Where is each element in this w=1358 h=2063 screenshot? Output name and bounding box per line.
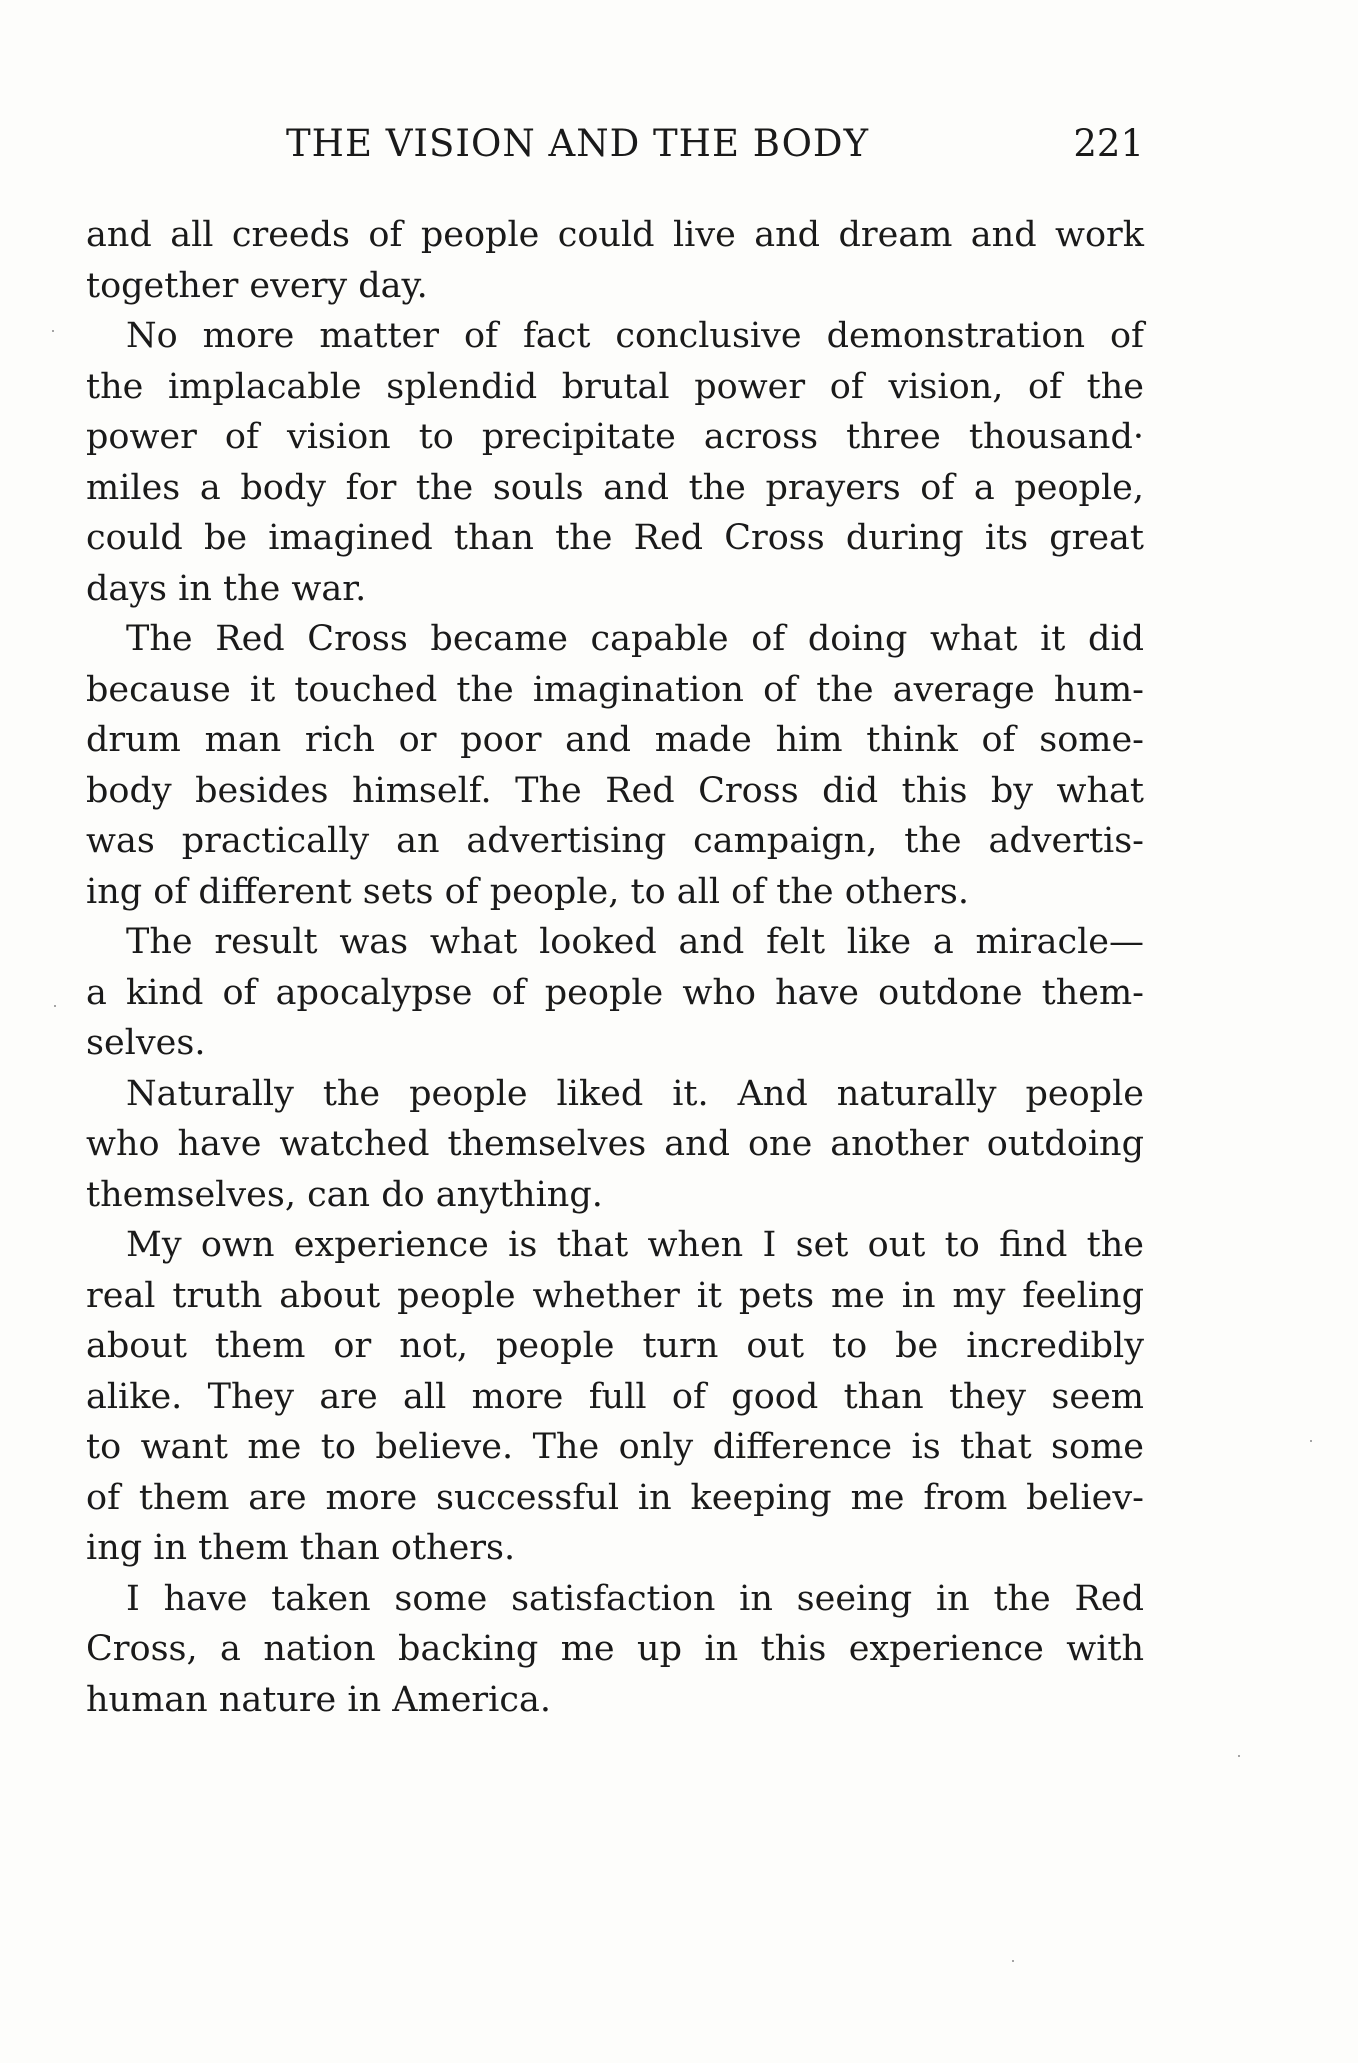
text-line: I have taken some satisfaction in seeing in the Red <box>126 1578 1144 1619</box>
scan-speck <box>1310 1440 1312 1442</box>
text-line: could be imagined than the Red Cross during its great <box>86 518 1144 558</box>
text-body <box>86 210 1144 1725</box>
text-line: The result was what looked and felt like a miracle— <box>126 922 1144 962</box>
text-line: and all creeds of people could live and dream and work <box>86 215 1144 255</box>
running-head <box>86 122 1144 172</box>
scan-speck <box>52 330 54 332</box>
text-line: drum man rich or poor and made him think of some- <box>86 720 1144 760</box>
text-line: together every day. <box>86 265 428 306</box>
text-line: about them or not, people turn out to be incredibly <box>86 1326 1144 1366</box>
text-line: the implacable splendid brutal power of vision, of the <box>86 366 1144 407</box>
text-line: Naturally the people liked it. And naturally people <box>126 1073 1144 1114</box>
text-line: to want me to believe. The only difference is that some <box>86 1427 1144 1467</box>
text-line: No more matter of fact conclusive demonstration of <box>126 316 1144 356</box>
scan-speck <box>1012 1960 1014 1962</box>
page-number: 221 <box>1073 122 1144 165</box>
text-line: who have watched themselves and one another outdoing <box>86 1124 1144 1164</box>
text-line: because it touched the imagination of the average hum- <box>86 669 1144 710</box>
text-line: a kind of apocalypse of people who have outdone them- <box>86 972 1144 1013</box>
scan-speck <box>1238 1755 1240 1757</box>
text-line: Cross, a nation backing me up in this experience with <box>86 1629 1144 1669</box>
text-line: My own experience is that when I set out to find the <box>126 1225 1144 1265</box>
running-title: THE VISION AND THE BODY <box>286 122 870 165</box>
text-line: was practically an advertising campaign, the advertis- <box>86 821 1144 861</box>
text-line: ing of different sets of people, to all of the others. <box>86 871 969 912</box>
text-line: real truth about people whether it pets me in my feeling <box>86 1275 1144 1316</box>
text-line: body besides himself. The Red Cross did this by what <box>86 770 1144 811</box>
text-line: miles a body for the souls and the prayers of a people, <box>86 467 1144 508</box>
text-line: themselves, can do anything. <box>86 1174 603 1215</box>
text-line: The Red Cross became capable of doing what it did <box>126 619 1144 659</box>
scan-speck <box>54 1005 56 1007</box>
text-line: of them are more successful in keeping me from believ- <box>86 1477 1144 1518</box>
text-line: human nature in America. <box>86 1679 551 1720</box>
text-line: selves. <box>86 1023 206 1063</box>
text-line: ing in them than others. <box>86 1528 516 1568</box>
text-line: power of vision to precipitate across three thousand· <box>86 417 1144 457</box>
text-line: days in the war. <box>86 568 367 609</box>
text-line: alike. They are all more full of good than they seem <box>86 1376 1144 1417</box>
